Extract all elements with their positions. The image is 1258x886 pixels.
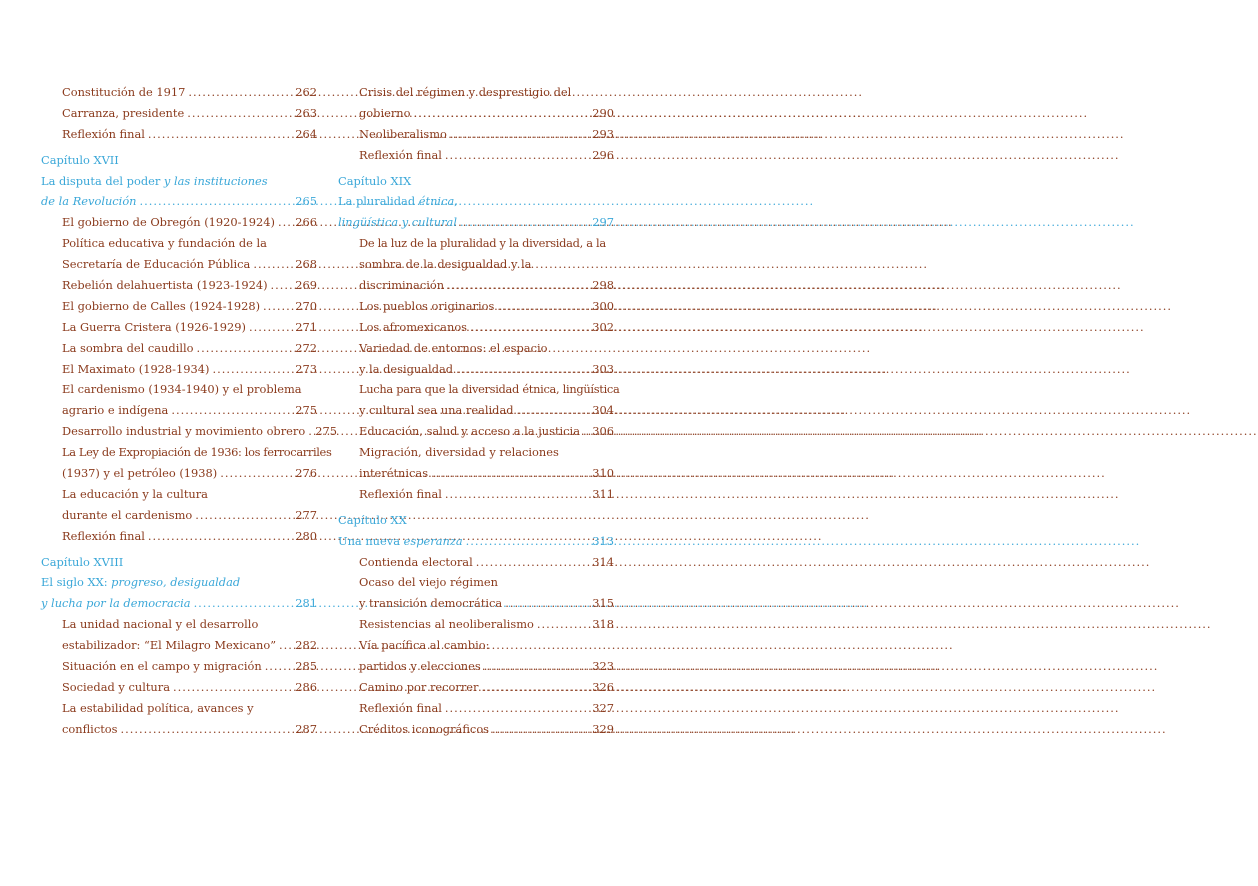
toc-entry[interactable]: La Guerra Cristera (1926-1929) ..... 271 [41, 317, 317, 338]
page-number: 318 [592, 617, 614, 632]
toc-entry-cont[interactable]: Secretaría de Educación Pública ..... 268 [41, 254, 317, 275]
page-number: 311 [592, 486, 614, 501]
chapter-title[interactable]: La disputa del poder y las instituciones [41, 173, 268, 188]
leader-dots [497, 296, 589, 317]
leader-dots [140, 191, 293, 212]
toc-entry[interactable]: Política educativa y fundación de la [62, 236, 267, 251]
page-number: 273 [295, 361, 317, 376]
leader-dots [195, 505, 292, 526]
toc-entry-cont[interactable]: interétnicas ..... 310 [338, 463, 614, 484]
leader-dots [194, 593, 293, 614]
toc-right-column [338, 82, 620, 740]
toc-entry[interactable]: La unidad nacional y el desarrollo [62, 617, 259, 632]
toc-entry[interactable]: Ocaso del viejo régimen [359, 575, 498, 590]
page-number: 329 [592, 721, 614, 736]
toc-entry[interactable]: La estabilidad política, avances y [62, 700, 254, 715]
page-number: 272 [295, 340, 317, 355]
toc-entry-cont[interactable]: y cultural sea una realidad ..... 304 [338, 400, 614, 421]
chapter-title-cont[interactable]: lingüística y cultural ..... 297 [338, 212, 614, 233]
page-number: 271 [295, 319, 317, 334]
toc-entry[interactable]: Sociedad y cultura ..... 286 [41, 677, 317, 698]
leader-dots [413, 103, 589, 124]
page-number: 296 [592, 147, 614, 162]
toc-left-column [41, 82, 337, 740]
chapter-title[interactable]: El siglo XX: progreso, desigualdad [41, 575, 241, 590]
chapter-title[interactable]: Una nueva esperanza ..... 313 [338, 531, 614, 552]
toc-entry[interactable]: La educación y la cultura [62, 486, 208, 501]
page-number: 306 [592, 424, 614, 439]
toc-entry[interactable]: Educación, salud y acceso a la justicia ..... 306 [338, 421, 614, 442]
toc-entry[interactable]: Desarrollo industrial y movimiento obrero ..... 275 [41, 421, 317, 442]
leader-dots [188, 82, 292, 103]
leader-dots [450, 124, 589, 145]
leader-dots [197, 338, 293, 359]
leader-dots [456, 359, 589, 380]
leader-dots [517, 400, 590, 421]
toc-entry[interactable]: El gobierno de Calles (1924-1928) ..... 270 [41, 296, 317, 317]
leader-dots [171, 400, 292, 421]
chapter-title-cont[interactable]: de la Revolución ..... 265 [41, 191, 317, 212]
leader-dots [249, 317, 292, 338]
leader-dots [279, 635, 292, 656]
leader-dots [445, 698, 589, 719]
toc-entry[interactable]: La Ley de Expropiación de 1936: los ferrocarriles [62, 445, 332, 460]
chapter-title-cont[interactable]: y lucha por la democracia ..... 281 [41, 593, 317, 614]
toc-entry[interactable]: Contienda electoral ..... 314 [338, 552, 614, 573]
toc-entry[interactable]: Camino por recorrer ..... 326 [338, 677, 614, 698]
toc-entry[interactable]: Crisis del régimen y desprestigio del [359, 85, 572, 99]
toc-entry[interactable]: Neoliberalismo ..... 293 [338, 124, 614, 145]
page-number: 293 [592, 126, 614, 141]
page-number: 286 [295, 679, 317, 694]
leader-dots [583, 421, 589, 442]
toc-entry[interactable]: El gobierno de Obregón (1920-1924) ..... 266 [41, 212, 317, 233]
page-number: 298 [592, 278, 614, 293]
toc-entry[interactable]: Reflexión final ..... 296 [338, 145, 614, 166]
leader-dots [460, 212, 589, 233]
page-number: 270 [295, 298, 317, 313]
page-number: 327 [592, 700, 614, 715]
leader-dots [173, 677, 292, 698]
toc-entry[interactable]: Créditos iconográficos ..... 329 [338, 719, 614, 740]
leader-dots [445, 145, 589, 166]
toc-entry[interactable]: Los pueblos originarios ..... 300 [338, 296, 614, 317]
leader-dots [220, 463, 292, 484]
page-number: 326 [592, 679, 614, 694]
toc-entry[interactable]: Reflexión final ..... 311 [338, 484, 614, 505]
toc-entry[interactable]: Lucha para que la diversidad étnica, lingüística [359, 382, 620, 397]
chapter-label: Capítulo XX [338, 512, 407, 527]
toc-entry[interactable]: Constitución de 1917 ..... 262 [41, 82, 317, 103]
toc-entry[interactable]: Los afromexicanos ..... 302 [338, 317, 614, 338]
leader-dots [470, 317, 589, 338]
toc-entry-cont[interactable]: (1937) y el petróleo (1938) ..... 276 [41, 463, 317, 484]
page-number: 265 [295, 194, 317, 209]
leader-dots [278, 212, 292, 233]
page-number: 263 [295, 105, 317, 120]
page-number: 300 [592, 298, 614, 313]
leader-dots [445, 484, 589, 505]
toc-entry-cont[interactable]: agrario e indígena ..... 275 [41, 400, 317, 421]
toc-entry[interactable]: Variedad de entornos: el espacio [359, 340, 548, 355]
leader-dots [212, 359, 292, 380]
chapter-label: Capítulo XVII [41, 152, 119, 167]
toc-entry[interactable]: Rebelión delahuertista (1923-1924) ..... 269 [41, 275, 317, 296]
leader-dots [476, 552, 590, 573]
toc-entry-cont[interactable]: discriminación ..... 298 [338, 275, 614, 296]
toc-entry-cont[interactable]: conflictos ..... 287 [41, 719, 317, 740]
toc-entry-cont[interactable]: durante el cardenismo ..... 277 [41, 505, 317, 526]
page-number: 264 [295, 126, 317, 141]
page-number: 282 [295, 638, 317, 653]
leader-dots [187, 103, 292, 124]
leader-dots [431, 463, 589, 484]
leader-dots [492, 719, 589, 740]
page-number: 262 [295, 85, 317, 99]
page-number: 266 [295, 215, 317, 230]
leader-dots [148, 526, 292, 547]
leader-dots [265, 656, 293, 677]
chapter-title[interactable]: La pluralidad étnica, [338, 194, 458, 209]
page-number: 315 [592, 596, 614, 611]
page-number: 280 [295, 528, 317, 543]
page-number: 269 [295, 278, 317, 293]
page-number: 304 [592, 403, 614, 418]
page-number: 275 [295, 403, 317, 418]
toc-entry-cont[interactable]: gobierno ..... 290 [338, 103, 614, 124]
toc-entry[interactable]: Situación en el campo y migración ..... 285 [41, 656, 317, 677]
leader-dots [271, 275, 293, 296]
toc-entry[interactable]: Carranza, presidente ..... 263 [41, 103, 317, 124]
page-number: 268 [295, 257, 317, 272]
toc-entry[interactable]: Migración, diversidad y relaciones [359, 445, 559, 460]
leader-dots [505, 593, 589, 614]
toc-entry[interactable]: Resistencias al neoliberalismo ..... 318 [338, 614, 614, 635]
page-number: 281 [295, 596, 317, 611]
page-number: 310 [592, 466, 614, 481]
leader-dots [537, 614, 589, 635]
toc-entry-cont[interactable]: partidos y elecciones ..... 323 [338, 656, 614, 677]
leader-dots [484, 656, 590, 677]
toc-entry[interactable]: Vía pacífica al cambio: [359, 638, 490, 653]
leader-dots [148, 124, 292, 145]
toc-entry[interactable]: La sombra del caudillo ..... 272 [41, 338, 317, 359]
toc-entry[interactable]: El Maximato (1928-1934) ..... 273 [41, 359, 317, 380]
page-number: 313 [592, 533, 614, 548]
leader-dots [120, 719, 292, 740]
toc-entry[interactable]: El cardenismo (1934-1940) y el problema [62, 382, 302, 397]
page-number: 323 [592, 659, 614, 674]
page-number: 302 [592, 319, 614, 334]
page-number: 297 [592, 215, 614, 230]
page-number: 314 [592, 554, 614, 569]
toc-entry[interactable]: Reflexión final ..... 280 [41, 526, 317, 547]
toc-entry[interactable]: Reflexión final ..... 264 [41, 124, 317, 145]
leader-dots [481, 677, 589, 698]
toc-entry-cont[interactable]: y la desigualdad ..... 303 [338, 359, 614, 380]
page-number: 277 [295, 507, 317, 522]
page-number: 303 [592, 361, 614, 376]
page-number: 275 [315, 424, 337, 439]
page-number: 290 [592, 105, 614, 120]
leader-dots [447, 275, 589, 296]
leader-dots [466, 531, 590, 552]
leader-dots [308, 421, 312, 442]
page-number: 285 [295, 659, 317, 674]
chapter-label: Capítulo XIX [338, 173, 412, 188]
toc-entry-cont[interactable]: estabilizador: “El Milagro Mexicano” ..... 282 [41, 635, 317, 656]
page-number: 287 [295, 721, 317, 736]
toc-entry-cont[interactable]: y transición democrática ..... 315 [338, 593, 614, 614]
page-number: 276 [295, 466, 317, 481]
chapter-label: Capítulo XVIII [41, 554, 124, 569]
leader-dots [253, 254, 292, 275]
toc-entry-cont[interactable]: sombra de la desigualdad y la [359, 257, 532, 272]
toc-entry[interactable]: De la luz de la pluralidad y la diversidad, a la [359, 236, 606, 251]
leader-dots [263, 296, 292, 317]
toc-entry[interactable]: Reflexión final ..... 327 [338, 698, 614, 719]
